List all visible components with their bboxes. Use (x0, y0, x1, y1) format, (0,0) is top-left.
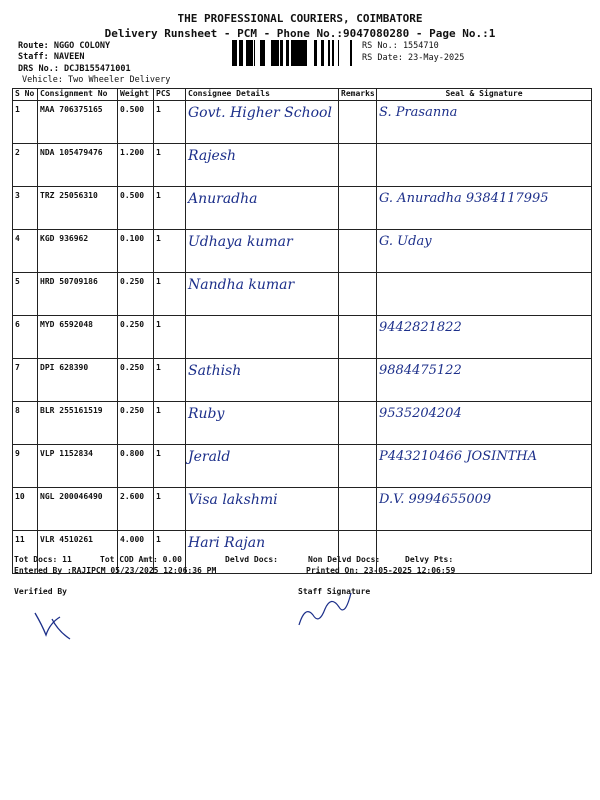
table-header-row (13, 89, 592, 101)
row-signature-cell (377, 101, 592, 144)
row-signature: S. Prasanna (379, 105, 458, 120)
row-sno-cell (13, 359, 38, 402)
row-consignee: Rajesh (188, 148, 237, 164)
row-weight: 0.250 (120, 406, 145, 415)
row-signature: P443210466 JOSINTHA (379, 449, 537, 464)
row-consignee-cell (186, 359, 339, 402)
row-consignment-no: VLR 4510261 (40, 535, 93, 544)
row-consignee: Ruby (188, 406, 225, 422)
barcode-bar (328, 40, 330, 66)
row-remarks-cell (339, 230, 377, 273)
rs-date: RS Date: 23-May-2025 (362, 53, 465, 63)
row-remarks-cell (339, 144, 377, 187)
staff-label: Staff: NAVEEN (18, 52, 85, 62)
row-weight-cell (118, 359, 154, 402)
drs-number: DRS No.: DCJB155471001 (18, 64, 131, 74)
row-pcs-cell (154, 445, 186, 488)
table-row (13, 359, 592, 402)
table-row (13, 101, 592, 144)
row-sno-cell (13, 230, 38, 273)
row-sno: 7 (15, 363, 20, 372)
row-sno: 2 (15, 148, 20, 157)
row-signature-cell (377, 359, 592, 402)
table-row (13, 273, 592, 316)
row-weight: 0.250 (120, 277, 145, 286)
row-signature-cell (377, 316, 592, 359)
row-consignment-no-cell (38, 316, 118, 359)
row-pcs-cell (154, 316, 186, 359)
col-consignee-header: Consignee Details (186, 89, 339, 101)
barcode-bar (273, 40, 276, 66)
table-row (13, 488, 592, 531)
row-signature-cell (377, 187, 592, 230)
row-sno-cell (13, 316, 38, 359)
row-consignment-no-cell (38, 101, 118, 144)
staff-signature-scribble (295, 585, 355, 635)
table-row (13, 316, 592, 359)
barcode-bar (260, 40, 262, 66)
row-sno: 5 (15, 277, 20, 286)
row-consignee-cell (186, 273, 339, 316)
delivery-points: Delvy Pts: (405, 555, 454, 564)
row-weight: 0.100 (120, 234, 145, 243)
row-sno: 9 (15, 449, 20, 458)
row-pcs: 1 (156, 535, 161, 544)
printed-on: Printed On: 23-05-2025 12:06:59 (306, 566, 456, 575)
row-consignment-no-cell (38, 445, 118, 488)
table-row (13, 187, 592, 230)
row-signature: D.V. 9994655009 (379, 492, 492, 507)
barcode-bar (236, 40, 237, 66)
row-consignee-cell (186, 187, 339, 230)
total-docs: Tot Docs: 11 (14, 555, 72, 564)
verifier-signature-scribble (30, 605, 80, 645)
row-weight-cell (118, 445, 154, 488)
row-consignee: Visa lakshmi (188, 492, 278, 508)
row-weight-cell (118, 144, 154, 187)
row-signature-cell (377, 273, 592, 316)
rs-number: RS No.: 1554710 (362, 41, 439, 51)
row-sno-cell (13, 402, 38, 445)
company-title: THE PROFESSIONAL COURIERS, COIMBATORE (177, 12, 423, 25)
row-consignment-no-cell (38, 359, 118, 402)
row-weight: 0.500 (120, 105, 145, 114)
row-consignment-no: BLR 255161519 (40, 406, 103, 415)
row-consignment-no: DPI 628390 (40, 363, 89, 372)
barcode-bar (234, 40, 236, 66)
row-consignment-no-cell (38, 187, 118, 230)
table-row (13, 230, 592, 273)
row-signature: G. Uday (379, 234, 432, 249)
total-cod-amount: Tot COD Amt: 0.00 (100, 555, 182, 564)
barcode-bar (291, 40, 293, 66)
row-signature-cell (377, 230, 592, 273)
row-signature: 9535204204 (379, 406, 462, 421)
row-sno: 8 (15, 406, 20, 415)
row-sno: 6 (15, 320, 20, 329)
barcode-bar (239, 40, 242, 66)
row-sno: 4 (15, 234, 20, 243)
row-consignment-no-cell (38, 402, 118, 445)
row-pcs: 1 (156, 320, 161, 329)
row-pcs: 1 (156, 363, 161, 372)
barcode-bar (338, 40, 339, 66)
row-signature-cell (377, 488, 592, 531)
row-consignee-cell (186, 101, 339, 144)
col-signature-header: Seal & Signature (377, 89, 592, 101)
col-weight-header: Weight (118, 89, 154, 101)
entered-by: Entered By :RAJIPCM 05/23/2025 12:06:36 PM (14, 566, 217, 575)
col-remarks-header: Remarks (339, 89, 377, 101)
row-sno-cell (13, 187, 38, 230)
row-consignee: Anuradha (188, 191, 258, 207)
delivered-docs: Delvd Docs: (225, 555, 278, 564)
row-consignee: Nandha kumar (188, 277, 295, 293)
row-sno: 1 (15, 105, 20, 114)
barcode-image (232, 40, 354, 66)
row-pcs: 1 (156, 191, 161, 200)
row-consignment-no-cell (38, 144, 118, 187)
barcode-bar (305, 40, 307, 66)
row-pcs: 1 (156, 449, 161, 458)
row-weight: 0.800 (120, 449, 145, 458)
row-weight-cell (118, 101, 154, 144)
row-remarks-cell (339, 187, 377, 230)
row-pcs-cell (154, 273, 186, 316)
barcode-bar (321, 40, 324, 66)
row-consignee: Jerald (188, 449, 231, 465)
barcode-bar (276, 40, 279, 66)
row-pcs: 1 (156, 277, 161, 286)
col-consignment-header: Consignment No (38, 89, 118, 101)
row-weight-cell (118, 230, 154, 273)
row-remarks-cell (339, 488, 377, 531)
row-consignment-no: HRD 50709186 (40, 277, 98, 286)
route-label: Route: NGGO COLONY (18, 41, 111, 51)
row-remarks-cell (339, 402, 377, 445)
non-delivered-docs: Non Delvd Docs: (308, 555, 381, 564)
row-sno-cell (13, 273, 38, 316)
row-sno: 3 (15, 191, 20, 200)
row-pcs: 1 (156, 105, 161, 114)
row-sno-cell (13, 144, 38, 187)
row-pcs-cell (154, 402, 186, 445)
row-pcs-cell (154, 359, 186, 402)
barcode-bar (350, 40, 352, 66)
barcode-bar (262, 40, 263, 66)
col-pcs-header: PCS (154, 89, 186, 101)
row-weight: 0.250 (120, 320, 145, 329)
row-consignee-cell (186, 445, 339, 488)
row-consignment-no: NDA 105479476 (40, 148, 103, 157)
row-weight-cell (118, 187, 154, 230)
row-weight-cell (118, 273, 154, 316)
row-consignment-no: MAA 706375165 (40, 105, 103, 114)
barcode-bar (232, 40, 234, 66)
row-consignment-no-cell (38, 230, 118, 273)
row-pcs-cell (154, 230, 186, 273)
row-remarks-cell (339, 101, 377, 144)
row-pcs: 1 (156, 406, 161, 415)
row-pcs-cell (154, 144, 186, 187)
row-weight: 0.250 (120, 363, 145, 372)
row-consignment-no-cell (38, 273, 118, 316)
row-consignee-cell (186, 488, 339, 531)
barcode-bar (251, 40, 253, 66)
barcode-bar (286, 40, 289, 66)
row-consignment-no: NGL 200046490 (40, 492, 103, 501)
row-consignment-no-cell (38, 488, 118, 531)
row-consignee-cell (186, 144, 339, 187)
barcode-bar (333, 40, 334, 66)
row-sno: 11 (15, 535, 25, 544)
barcode-bar (248, 40, 251, 66)
row-weight: 4.000 (120, 535, 145, 544)
verified-by-label: Verified By (14, 587, 67, 596)
row-consignee: Hari Rajan (188, 535, 266, 551)
row-sno-cell (13, 445, 38, 488)
row-remarks-cell (339, 445, 377, 488)
row-signature: G. Anuradha 9384117995 (379, 191, 549, 206)
row-consignment-no: MYD 6592048 (40, 320, 93, 329)
runsheet-table (12, 88, 592, 574)
barcode-bar (242, 40, 243, 66)
row-consignment-no: TRZ 25056310 (40, 191, 98, 200)
barcode-bar (314, 40, 317, 66)
table-row (13, 445, 592, 488)
barcode-bar (303, 40, 305, 66)
row-sno-cell (13, 101, 38, 144)
barcode-bar (280, 40, 283, 66)
row-signature-cell (377, 445, 592, 488)
row-weight-cell (118, 402, 154, 445)
row-remarks-cell (339, 273, 377, 316)
table-row (13, 402, 592, 445)
row-pcs-cell (154, 187, 186, 230)
row-consignee-cell (186, 230, 339, 273)
row-signature: 9442821822 (379, 320, 462, 335)
row-consignment-no: KGD 936962 (40, 234, 89, 243)
row-pcs-cell (154, 101, 186, 144)
barcode-bar (300, 40, 303, 66)
row-weight-cell (118, 316, 154, 359)
barcode-bar (332, 40, 333, 66)
row-weight: 2.600 (120, 492, 145, 501)
barcode-bar (299, 40, 300, 66)
barcode-bar (271, 40, 273, 66)
barcode-bar (254, 40, 255, 66)
barcode-bar (246, 40, 248, 66)
row-sno: 10 (15, 492, 25, 501)
row-consignee-cell (186, 402, 339, 445)
row-pcs-cell (154, 488, 186, 531)
row-pcs: 1 (156, 492, 161, 501)
row-weight: 0.500 (120, 191, 145, 200)
col-sno-header: S No (13, 89, 38, 101)
runsheet-subtitle: Delivery Runsheet - PCM - Phone No.:9047080280 - Page No.:1 (104, 27, 496, 40)
row-signature-cell (377, 402, 592, 445)
row-weight: 1.200 (120, 148, 145, 157)
row-remarks-cell (339, 359, 377, 402)
row-remarks-cell (339, 316, 377, 359)
row-pcs: 1 (156, 234, 161, 243)
barcode-bar (296, 40, 299, 66)
barcode-bar (263, 40, 265, 66)
row-consignee: Govt. Higher School (188, 105, 332, 121)
row-consignee: Udhaya kumar (188, 234, 293, 250)
row-signature-cell (377, 144, 592, 187)
barcode-bar (293, 40, 296, 66)
row-consignee: Sathish (188, 363, 242, 379)
row-sno-cell (13, 488, 38, 531)
row-consignee-cell (186, 316, 339, 359)
row-signature: 9884475122 (379, 363, 462, 378)
staff-signature-label: Staff Signature (298, 587, 371, 596)
row-consignment-no: VLP 1152834 (40, 449, 93, 458)
vehicle-label: Vehicle: Two Wheeler Delivery (22, 75, 171, 85)
row-weight-cell (118, 488, 154, 531)
table-row (13, 144, 592, 187)
row-pcs: 1 (156, 148, 161, 157)
